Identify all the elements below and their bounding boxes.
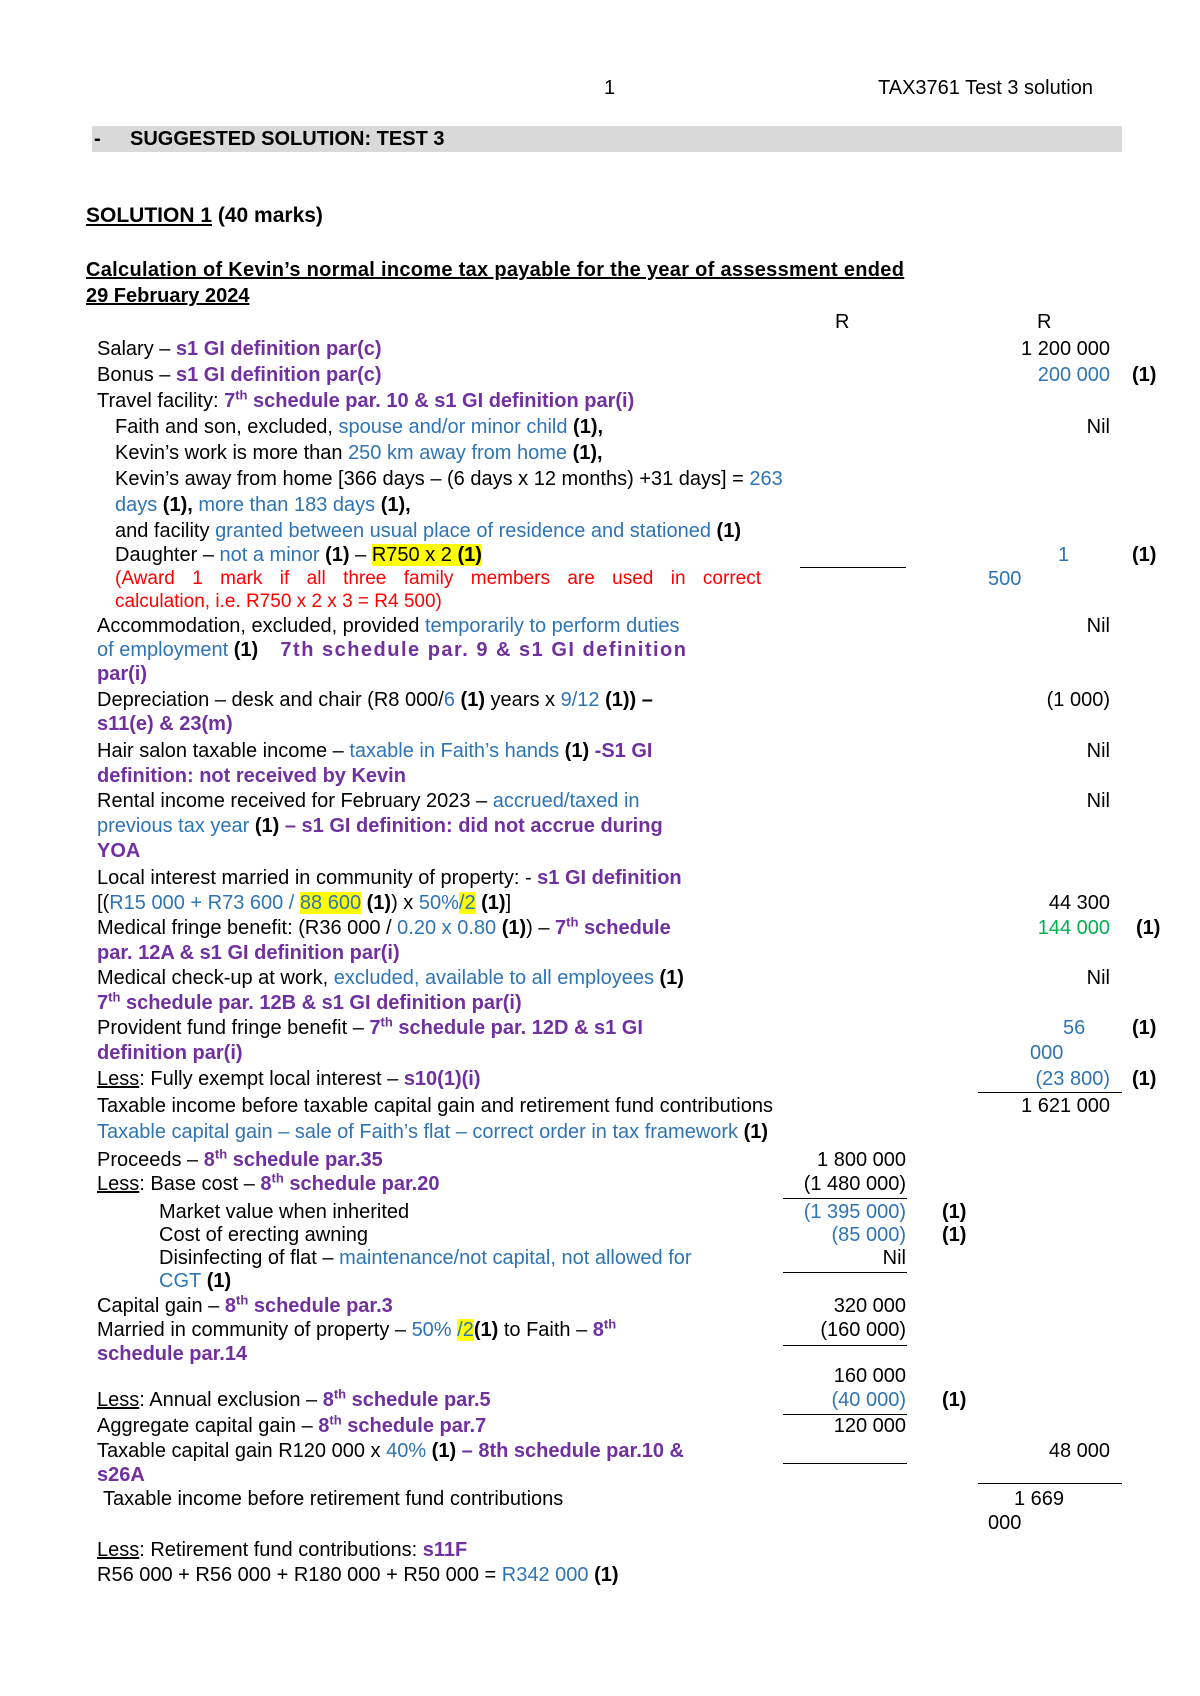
annual-exclusion-amount: (40 000) (831, 1389, 906, 1411)
depreciation-amount: (1 000) (1046, 689, 1110, 711)
annual-exclusion-line: Less: Annual exclusion – 8th schedule par.5 (97, 1386, 491, 1411)
capital-gain-rule (783, 1272, 907, 1273)
subtotal-rule-2 (978, 1483, 1122, 1484)
aggregate-capital-gain-line: Aggregate capital gain – 8th schedule par.7 (97, 1412, 487, 1437)
disinfecting-line2: CGT (1) (159, 1270, 232, 1292)
banner-dash: - (94, 128, 101, 150)
married-community-line2: schedule par.14 (97, 1343, 248, 1365)
market-value-amount: (1 395 000) (803, 1201, 906, 1223)
rental-line1: Rental income received for February 2023 – accrued/taxed in (97, 790, 640, 812)
column-header-r1: R (835, 311, 850, 333)
provident-line1: Provident fund fringe benefit – 7th schedule par. 12D & s1 GI (97, 1014, 643, 1039)
medical-fringe-line2: par. 12A & s1 GI definition par(i) (97, 942, 400, 964)
banner-title: SUGGESTED SOLUTION: TEST 3 (130, 128, 445, 150)
calc-title-line2: 29 February 2024 (86, 285, 250, 307)
awning-mark: (1) (942, 1224, 967, 1246)
section-banner (92, 126, 1122, 152)
faith-line: Faith and son, excluded, spouse and/or minor child (1), (115, 416, 604, 438)
daughter-amount-part2: 500 (988, 568, 1022, 590)
solution-heading: SOLUTION 1 (40 marks) (86, 204, 323, 227)
interest-amount: 44 300 (1048, 892, 1110, 914)
capital-gain-line: Capital gain – 8th schedule par.3 (97, 1292, 393, 1317)
accommodation-line3: par(i) (97, 663, 147, 685)
check-up-amount: Nil (1086, 967, 1110, 989)
travel-line: Travel facility: 7th schedule par. 10 & s1 GI definition par(i) (97, 387, 635, 412)
hair-salon-amount: Nil (1086, 740, 1110, 762)
interest-line2: [(R15 000 + R73 600 / 88 600 (1)) x 50%/2 (1)] (97, 892, 512, 914)
check-up-line1: Medical check-up at work, excluded, available to all employees (1) (97, 967, 684, 989)
rental-line3: YOA (97, 840, 141, 862)
married-community-line1: Married in community of property – 50% /2(1) to Faith – 8th (97, 1316, 617, 1341)
taxable-income-before-retirement-label: Taxable income before retirement fund contributions (103, 1488, 564, 1510)
award-note-line2: calculation, i.e. R750 x 2 x 3 = R4 500) (115, 591, 442, 612)
check-up-line2: 7th schedule par. 12B & s1 GI definition par(i) (97, 989, 522, 1014)
aggregate-capital-gain-amount: 120 000 (833, 1415, 906, 1437)
bonus-amount: 200 000 (1037, 364, 1110, 386)
awning-label: Cost of erecting awning (159, 1224, 369, 1246)
provident-line2: definition par(i) (97, 1042, 243, 1064)
provident-mark: (1) (1132, 1017, 1157, 1039)
granted-line: and facility granted between usual place of residence and stationed (1) (115, 520, 741, 542)
daughter-line: Daughter – not a minor (1) – R750 x 2 (1) (115, 544, 482, 566)
salary-amount: 1 200 000 (1021, 338, 1110, 360)
medical-fringe-amount: 144 000 (1037, 917, 1110, 939)
proceeds-amount: 1 800 000 (817, 1149, 906, 1171)
accommodation-line1: Accommodation, excluded, provided temporarily to perform duties (97, 615, 680, 637)
rental-amount: Nil (1086, 790, 1110, 812)
base-cost-amount: (1 480 000) (803, 1173, 906, 1195)
subtotal-rule-1 (978, 1092, 1122, 1093)
capital-gain-subtotal: 160 000 (833, 1365, 906, 1387)
daughter-mark: (1) (1132, 544, 1157, 566)
days-line: days (1), more than 183 days (1), (115, 494, 411, 516)
taxable-capital-gain-line2: s26A (97, 1464, 145, 1486)
taxable-capital-gain-line1: Taxable capital gain R120 000 x 40% (1) – 8th schedule par.10 & (97, 1440, 684, 1462)
page-number: 1 (604, 77, 616, 99)
bonus-line: Bonus – s1 GI definition par(c) (97, 364, 382, 386)
disinfecting-line1: Disinfecting of flat – maintenance/not capital, not allowed for (159, 1247, 692, 1269)
retirement-fund-line2: R56 000 + R56 000 + R180 000 + R50 000 = R342 000 (1) (97, 1564, 619, 1586)
accommodation-amount: Nil (1086, 615, 1110, 637)
awning-amount: (85 000) (831, 1224, 906, 1246)
less-exempt-interest-line: Less: Fully exempt local interest – s10(1)(i) (97, 1068, 481, 1090)
taxable-capital-gain-heading: Taxable capital gain – sale of Faith’s flat – correct order in tax framework (1) (97, 1121, 769, 1143)
market-value-mark: (1) (942, 1201, 967, 1223)
married-community-amount: (160 000) (820, 1319, 906, 1341)
taxable-income-before-cgt-amount: 1 621 000 (1021, 1095, 1110, 1117)
taxable-capital-gain-amount: 48 000 (1048, 1440, 1110, 1462)
accommodation-line2: of employment (1) 7th schedule par. 9 & s1 GI definition (97, 639, 688, 661)
annual-exclusion-mark: (1) (942, 1389, 967, 1411)
married-community-rule (783, 1345, 907, 1346)
bonus-mark: (1) (1132, 364, 1157, 386)
medical-fringe-line1: Medical fringe benefit: (R36 000 / 0.20 x 0.80 (1)) – 7th schedule (97, 914, 671, 939)
rental-line2: previous tax year (1) – s1 GI definition: did not accrue during (97, 815, 663, 837)
award-note-line1: (Award 1 mark if all three family members are used in correct (115, 568, 761, 589)
disinfecting-amount: Nil (882, 1247, 906, 1269)
medical-fringe-mark: (1) (1136, 917, 1161, 939)
taxable-income-before-cgt-label: Taxable income before taxable capital gain and retirement fund contributions (97, 1095, 773, 1117)
provident-amount-part2: 000 (1030, 1042, 1064, 1064)
hair-salon-line2: definition: not received by Kevin (97, 765, 406, 787)
away-days-line: Kevin’s away from home [366 days – (6 days x 12 months) +31 days] = 263 (115, 468, 783, 490)
depreciation-line2: s11(e) & 23(m) (97, 713, 233, 735)
document-title: TAX3761 Test 3 solution (878, 77, 1093, 99)
faith-amount: Nil (1086, 416, 1110, 438)
taxable-income-before-retirement-amount-part2: 000 (988, 1512, 1022, 1534)
less-exempt-interest-mark: (1) (1132, 1068, 1157, 1090)
taxable-income-before-retirement-amount-part1: 1 669 (1014, 1488, 1065, 1510)
capital-gain-amount: 320 000 (833, 1295, 906, 1317)
work-distance-line: Kevin’s work is more than 250 km away from home (1), (115, 442, 603, 464)
taxable-capital-gain-rule (783, 1463, 907, 1464)
market-value-label: Market value when inherited (159, 1201, 410, 1223)
calc-title-line1: Calculation of Kevin’s normal income tax payable for the year of assessment ended (86, 259, 905, 281)
retirement-fund-line1: Less: Retirement fund contributions: s11F (97, 1539, 468, 1561)
daughter-subtotal-rule (800, 567, 906, 568)
less-exempt-interest-amount: (23 800) (1035, 1068, 1110, 1090)
hair-salon-line1: Hair salon taxable income – taxable in Faith’s hands (1) -S1 GI (97, 740, 653, 762)
interest-line1: Local interest married in community of property: - s1 GI definition (97, 867, 682, 889)
proceeds-line: Proceeds – 8th schedule par.35 (97, 1146, 383, 1171)
base-cost-rule (783, 1198, 907, 1199)
daughter-amount-part1: 1 (1058, 544, 1070, 566)
base-cost-line: Less: Base cost – 8th schedule par.20 (97, 1170, 440, 1195)
salary-line: Salary – s1 GI definition par(c) (97, 338, 382, 360)
depreciation-line1: Depreciation – desk and chair (R8 000/6 (1) years x 9/12 (1)) – (97, 689, 653, 711)
column-header-r2: R (1037, 311, 1052, 333)
provident-amount-part1: 56 (1063, 1017, 1086, 1039)
